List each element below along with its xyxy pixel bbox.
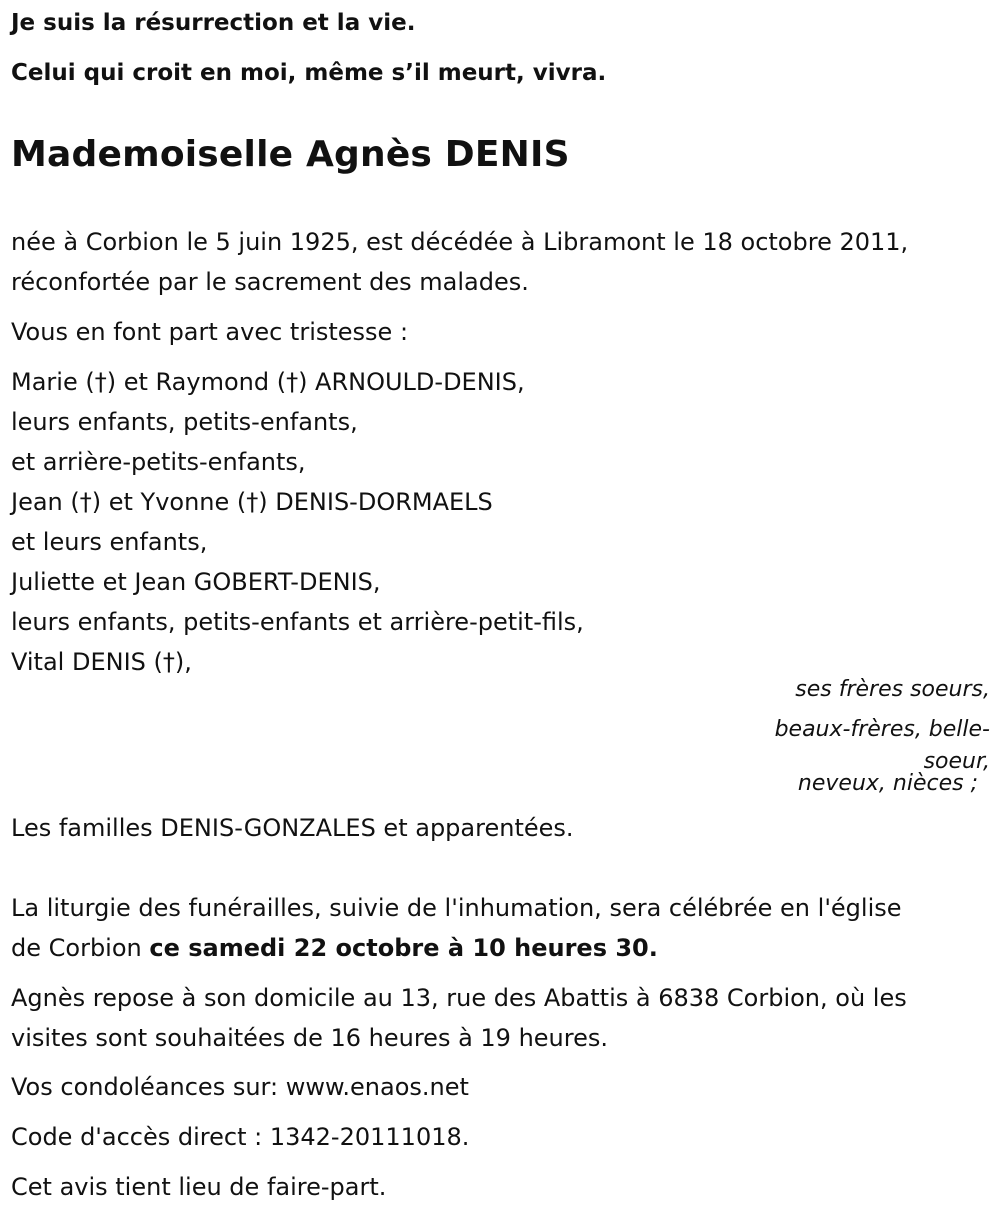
visit-line-2: visites sont souhaitées de 16 heures à 19 heures. bbox=[11, 1024, 608, 1052]
announcement-intro: Vous en font part avec tristesse : bbox=[11, 318, 409, 346]
access-code-text: Code d'accès direct : 1342-20111018. bbox=[11, 1123, 470, 1151]
announcement-line-2: réconfortée par le sacrement des malades. bbox=[11, 268, 529, 296]
family-line: leurs enfants, petits-enfants et arrière-petit-fils, bbox=[11, 608, 584, 636]
family-line: Vital DENIS (†), bbox=[11, 648, 192, 676]
announcement-text bbox=[11, 222, 908, 302]
funeral-line-1: La liturgie des funérailles, suivie de l'inhumation, sera célébrée en l'église bbox=[11, 894, 902, 922]
funeral-line-2 bbox=[11, 928, 902, 968]
family-list bbox=[11, 362, 584, 682]
relations-block bbox=[730, 670, 990, 796]
visit-line-1: Agnès repose à son domicile au 13, rue des Abattis à 6838 Corbion, où les bbox=[11, 984, 907, 1012]
family-line: Juliette et Jean GOBERT-DENIS, bbox=[11, 568, 381, 596]
families-text: Les familles DENIS-GONZALES et apparentées. bbox=[11, 814, 574, 842]
deceased-name: Mademoiselle Agnès DENIS bbox=[11, 134, 570, 175]
relations-line-3: soeur, bbox=[923, 749, 990, 774]
family-line: et arrière-petits-enfants, bbox=[11, 448, 306, 476]
condolences-text: Vos condoléances sur: www.enaos.net bbox=[11, 1073, 469, 1101]
funeral-date: ce samedi 22 octobre à 10 heures 30. bbox=[149, 934, 658, 962]
funeral-text bbox=[11, 888, 902, 968]
relations-line-1: ses frères soeurs, bbox=[795, 677, 990, 702]
funeral-place: de Corbion bbox=[11, 934, 150, 962]
family-line: Jean (†) et Yvonne (†) DENIS-DORMAELS bbox=[11, 488, 493, 516]
quote-line-2: Celui qui croit en moi, même s’il meurt, vivra. bbox=[11, 60, 607, 86]
family-line: Marie (†) et Raymond (†) ARNOULD-DENIS, bbox=[11, 368, 525, 396]
family-line: leurs enfants, petits-enfants, bbox=[11, 408, 358, 436]
relations-line-2: beaux-frères, belle- bbox=[774, 717, 990, 742]
relations-line-4: neveux, nièces ; bbox=[797, 771, 978, 796]
closing-text: Cet avis tient lieu de faire-part. bbox=[11, 1173, 387, 1201]
family-line: et leurs enfants, bbox=[11, 528, 208, 556]
quote-line-1: Je suis la résurrection et la vie. bbox=[11, 10, 416, 36]
visit-text bbox=[11, 978, 907, 1058]
announcement-line-1: née à Corbion le 5 juin 1925, est décédée à Libramont le 18 octobre 2011, bbox=[11, 228, 909, 256]
